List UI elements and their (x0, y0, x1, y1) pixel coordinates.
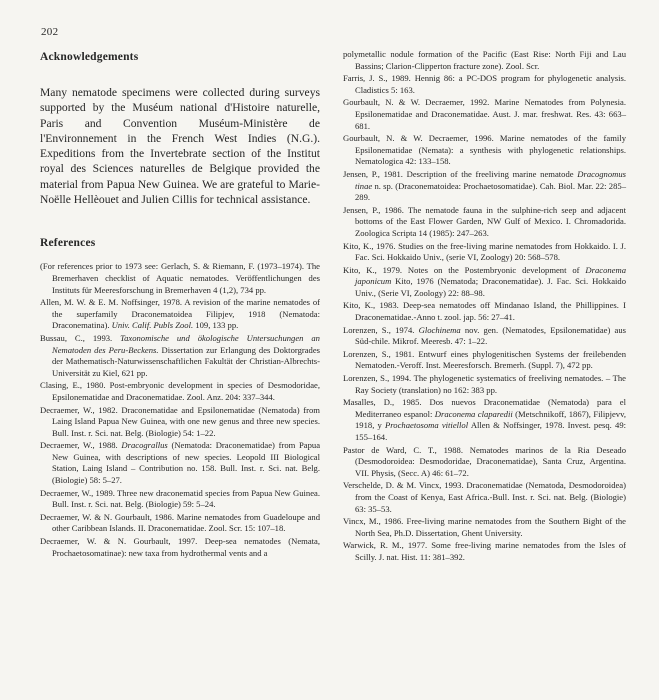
reference-text: Decraemer, W., 1989. Three new draconematid species from Papua New Guinea. Bull. Inst. r. Sci. nat. Belg. (Biologie) 59: 5–24. (40, 487, 320, 510)
reference-entry (343, 325, 626, 348)
reference-text: Kito, K., 1983. Deep-sea nematodes off Mindanao Island, the Phillippines. I Draconematidae.-Anno t. zool. jap. 56: 27–41. (343, 300, 626, 323)
reference-entry (343, 349, 626, 372)
reference-text: Pastor de Ward, C. T., 1988. Nematodes marinos de la Ria Deseado (Desmodoroidea: Desmodoridae, Draconematidae), Santa Cruz, Argentina. VII. Physis, (Secc. A) 46: 61–72. (343, 444, 626, 478)
reference-text: Allen & Noffsinger, 1978. Invest. pesq. 49: 155–164. (355, 420, 627, 442)
acknowledgements-heading: Acknowledgements (40, 51, 139, 63)
reference-entry (343, 169, 626, 204)
reference-text: Decraemer, W., 1988. (40, 440, 122, 451)
reference-text: Gourbault, N. & W. Decraemer, 1992. Marine Nematodes from Polynesia. Epsilonematidae and Draconematidae. Aust. J. mar. freshwat. Res. 43: 663–681. (343, 97, 626, 131)
reference-text: n. sp. (Draconematoidea: Prochaetosomatidae). Cah. Biol. Mar. 22: 285–289. (355, 180, 626, 203)
reference-italic-text: Glochinema (418, 324, 461, 335)
reference-entry (343, 480, 626, 515)
reference-text: Gourbault, N. & W. Decraemer, 1996. Marine nematodes of the family Epsilonematidae (Nemata): a synthesis with phylogenetic relationships. Nematologica 42: 133–158. (343, 133, 626, 167)
reference-entry (343, 300, 626, 323)
acknowledgements-text: Many nematode specimens were collected during surveys supported by the Muséum national d'Histoire naturelle, Paris and Convention Muséum-Ministère de l'Environnement in the French West Indies (N.G.). Expeditions from the Invertebrate section of the Institut royal des Sciences naturelles de Belgique provided the material from Papua New Guinea. We are grateful to Marie-Noëlle Hellèouet and Julien Cillis for technical assistance. (40, 86, 320, 207)
reference-text: (Metschnikoff, 1867), Filipjevv, 1918, y (355, 408, 626, 431)
reference-italic-text: Univ. Calif. Publs Zool. (111, 320, 194, 331)
reference-text: Jensen, P., 1986. The nematode fauna in the sulphine-rich seep and adjacent bottoms of the East Flower Garden, NW Gulf of Mexico. I. Chromadorida. Zoologica Scripta 14 (1985): 247–263. (343, 204, 626, 238)
reference-text: (For references prior to 1973 see: Gerlach, S. & Riemann, F. (1973–1974). The Bremerhaven checklist of Aquatic nematodes. Veröffentlichungen des Instituts für Meeresforschung in Bremerhaven 4 (1,2), 734 pp. (40, 261, 320, 295)
reference-entry (343, 265, 626, 300)
reference-italic-text: Taxonomische und ökologische Untersuchungen an Nematoden des Peru-Beckens. (52, 332, 320, 355)
reference-text: Vincx, M., 1986. Free-living marine nematodes from the Southern Bight of the North Sea, Ph.D. Dissertation, Ghent University. (343, 516, 626, 538)
reference-text: polymetallic nodule formation of the Pacific (East Rise: North Fiji and Lau Bassins; Clarion-Clipperton fracture zone). Zool. Scr. (343, 49, 626, 71)
reference-entry (343, 373, 626, 396)
reference-text: Lorenzen, S., 1981. Entwurf eines phylogenitischen Systems der freilebenden Nematoden.-Veroff. Inst. Meeresforsch. Bremerh. (Suppl. 7), 472 pp. (343, 348, 626, 371)
reference-text: Lorenzen, S., 1974. (343, 324, 419, 335)
page-number: 202 (41, 26, 59, 38)
reference-entry (40, 261, 320, 296)
reference-text: Kito, K., 1976. Studies on the free-living marine nematodes from Hokkaido. I. J. Fac. Sci. Hokkaido Univ., (serie VI, Zoology) 20: 568–578. (343, 240, 626, 263)
reference-entry (343, 133, 626, 168)
reference-text: Allen, M. W. & E. M. Noffsinger, 1978. A revision of the marine nematodes of the superfamily Draconematoidea Filipjev, 1918 (Nematoda: Draconematina). (40, 297, 320, 331)
reference-text: Kito, K., 1979. Notes on the Postembryonic development of (343, 264, 586, 275)
reference-text: Decraemer, W., 1982. Draconematidae and Epsilonematidae (Nematoda) from Laing Island Papua New Guinea, with one new genus and three new species. Bull. Inst. r. Sci. nat. Belg. (Biologie) 54: 1–22. (40, 404, 320, 438)
reference-entry (343, 73, 626, 96)
reference-text: Warwick, R. M., 1977. Some free-living marine nematodes from the Isles of Scilly. J. nat. Hist. 11: 381–392. (343, 540, 626, 562)
references-list-right (343, 49, 626, 564)
reference-italic-text: Draconema claparedii (434, 408, 513, 419)
reference-entry (40, 405, 320, 440)
reference-entry (343, 540, 626, 563)
reference-text: Dissertation zur Erlangung des Doktorgrades der Mathematisch-Naturwissenschaftlichen Fakultät der Christian-Albrechts-Universität zu Kiel, 621 pp. (52, 344, 320, 378)
reference-entry (343, 241, 626, 264)
reference-text: Farris, J. S., 1989. Hennig 86: a PC-DOS program for phylogenetic analysis. Cladistics 5: 163. (343, 73, 626, 95)
reference-text: Decraemer, W. & N. Gourbault, 1986. Marine nematodes from Guadeloupe and other Caribbean Islands. II. Draconematidae. Zool. Scr. 15: 107–18. (40, 511, 320, 534)
reference-entry (40, 333, 320, 379)
reference-italic-text: Draconema japonicum (355, 264, 626, 287)
reference-italic-text: Dracograllus (121, 440, 168, 451)
reference-text: Bussau, C., 1993. (40, 332, 121, 343)
reference-text: Clasing, E., 1980. Post-embryonic development in species of Desmodoridae, Epsilonematidae and Draconematidae. Zool. Anz. 204: 337–344. (40, 380, 320, 402)
reference-text: nov. gen. (Nematodes, Epsilonematidae) aus Süd-chile. Mikrof. Meeresb. 47: 1–22. (355, 324, 626, 347)
reference-entry (343, 205, 626, 240)
reference-entry (40, 297, 320, 332)
references-list-left (40, 261, 320, 559)
reference-entry (40, 536, 320, 559)
references-heading: References (40, 237, 96, 250)
reference-entry (343, 97, 626, 132)
reference-entry (40, 380, 320, 403)
reference-entry (343, 397, 626, 443)
right-column (343, 49, 626, 565)
reference-italic-text: Dracognomus tinae (355, 168, 626, 191)
reference-text: Decraemer, W. & N. Gourbault, 1997. Deep-sea nematodes (Nemata, Prochaetosomatinae): new taxa from hydrothermal vents and a (40, 536, 320, 558)
reference-text: Masalles, D., 1985. Dos nuevos Draconematidae (Nematoda) para el Mediterraneo espanol: (343, 397, 626, 419)
reference-italic-text: Prochaetosoma vitiellol (385, 420, 469, 431)
reference-text: Jensen, P., 1981. Description of the freeliving marine nematode (343, 168, 578, 179)
reference-text: (Nematoda: Draconematidae) from Papua New Guinea, with descriptions of new species. Leopold III Biological Station, Laing Island – Contribution no. 158. Bull. Inst. r. Sci. nat. Belg. (Biologie) 58: 5–27. (52, 440, 321, 486)
reference-entry (343, 445, 626, 480)
reference-entry (40, 512, 320, 535)
reference-entry (40, 488, 320, 511)
reference-entry (40, 440, 320, 486)
reference-entry (343, 516, 626, 539)
reference-text: 109, 133 pp. (193, 320, 239, 331)
left-column (40, 51, 320, 560)
reference-text: Lorenzen, S., 1994. The phylogenetic systematics of freeliving nematodes. – The Ray Society (translation) no 162: 383 pp. (343, 373, 626, 395)
reference-entry (343, 49, 626, 72)
reference-text: Kito, 1976 (Nematoda; Draconematidae). J. Fac. Sci. Hokkaido Univ., (Serie VI, Zoology) 22: 88–98. (355, 276, 626, 298)
reference-text: Verschelde, D. & M. Vincx, 1993. Draconematidae (Nematoda, Desmodoroidea) from the Coast of Kenya, East Africa.-Bull. Inst. r. Sci. nat. Belg. (Biologie) 63: 35–53. (343, 480, 626, 514)
